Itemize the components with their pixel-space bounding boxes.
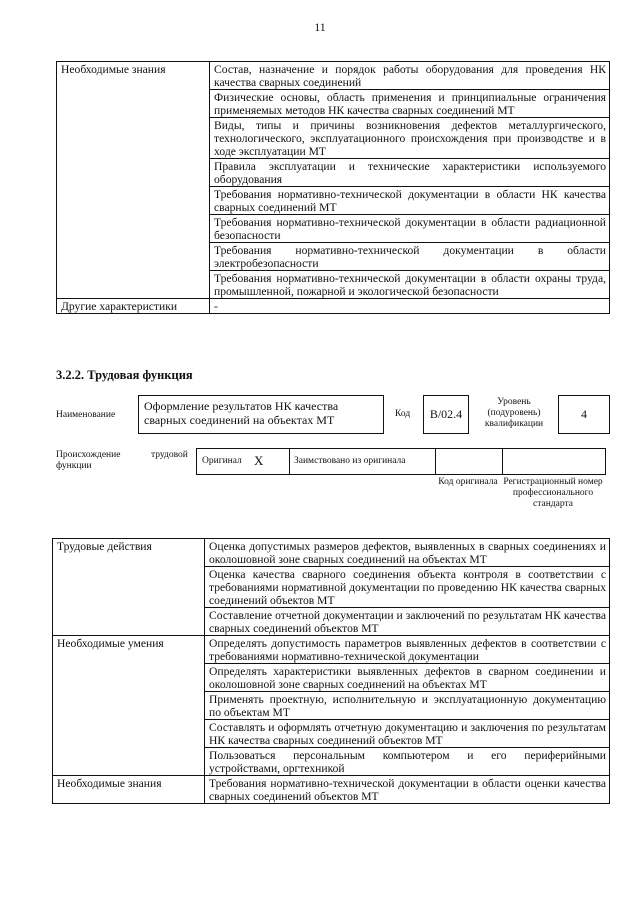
list-item: Правила эксплуатации и технические характеристики используемого оборудования	[210, 159, 610, 187]
table-row	[53, 539, 610, 567]
list-item: Определять допустимость параметров выявленных дефектов в соответствии с требованиями нормативно-технической документации	[205, 636, 610, 664]
code-original-cell	[435, 448, 503, 475]
list-item: Оценка качества сварного соединения объекта контроля в соответствии с требованиями нормативной документации по проведению НК качества сварных соединений объектов МТ	[205, 567, 610, 608]
level-value: 4	[558, 395, 610, 434]
origin-label: Происхождение	[56, 450, 121, 460]
reg-number-cell	[502, 448, 606, 475]
list-item: Требования нормативно-технической документации в области НК качества сварных соединений МТ	[210, 187, 610, 215]
list-item: Оценка допустимых размеров дефектов, выявленных в сварных соединениях и околошовной зоне сварных соединений на объектах МТ	[205, 539, 610, 567]
table-row	[57, 62, 610, 90]
list-item: Физические основы, область применения и принципиальные ограничения применяемых методов НК качества сварных соединений МТ	[210, 90, 610, 118]
list-item: -	[210, 299, 610, 314]
reg-number-label: Регистрационный номер профессионального стандарта	[503, 477, 603, 509]
list-item: Составлять и оформлять отчетную документацию и заключения по результатам НК качества сварных соединений объектов МТ	[205, 720, 610, 748]
borrowed-cell	[289, 448, 436, 475]
code-label: Код	[395, 409, 411, 419]
code-value: B/02.4	[423, 395, 469, 434]
name-box	[138, 395, 384, 434]
original-mark: X	[254, 453, 264, 468]
function-name: Оформление результатов НК качества сварных соединений на объектах МТ	[144, 399, 339, 427]
list-item: Требования нормативно-технической документации в области оценки качества сварных соединений объектов МТ	[205, 776, 610, 804]
list-item: Пользоваться персональным компьютером и его периферийными устройствами, оргтехникой	[205, 748, 610, 776]
name-label: Наименование	[56, 410, 116, 420]
knowledge-table	[56, 61, 610, 314]
list-item: Определять характеристики выявленных дефектов в сварном соединении и околошовной зоне сварных соединений на объектах МТ	[205, 664, 610, 692]
row-label: Необходимые знания	[57, 62, 210, 299]
section-heading: 3.2.2. Трудовая функция	[56, 368, 193, 382]
row-label: Необходимые знания	[53, 776, 205, 804]
level-label: Уровень (подуровень) квалификации	[484, 397, 544, 429]
function-table	[52, 538, 610, 804]
code-original-label: Код оригинала	[438, 477, 498, 487]
list-item: Составление отчетной документации и заключений по результатам НК качества сварных соединений объектов МТ	[205, 608, 610, 636]
row-label: Необходимые умения	[53, 636, 205, 776]
origin-label-2: трудовой	[151, 450, 188, 460]
table-row	[57, 299, 610, 314]
borrowed-label: Заимствовано из оригинала	[294, 456, 406, 466]
original-label: Оригинал	[202, 456, 242, 466]
row-label: Другие характеристики	[57, 299, 210, 314]
original-cell	[196, 448, 290, 475]
list-item: Требования нормативно-технической документации в области охраны труда, промышленной, пожарной и экологической безопасности	[210, 271, 610, 299]
table-row	[53, 776, 610, 804]
table-row	[53, 636, 610, 664]
row-label: Трудовые действия	[53, 539, 205, 636]
origin-label-3: функции	[56, 461, 92, 471]
list-item: Применять проектную, исполнительную и эксплуатационную документацию по объектам МТ	[205, 692, 610, 720]
list-item: Виды, типы и причины возникновения дефектов металлургического, технологического, эксплуатационного происхождения при производстве и в ходе эксплуатации МТ	[210, 118, 610, 159]
list-item: Требования нормативно-технической документации в области электробезопасности	[210, 243, 610, 271]
page-number: 11	[314, 20, 326, 34]
list-item: Состав, назначение и порядок работы оборудования для проведения НК качества сварных соединений	[210, 62, 610, 90]
list-item: Требования нормативно-технической документации в области радиационной безопасности	[210, 215, 610, 243]
